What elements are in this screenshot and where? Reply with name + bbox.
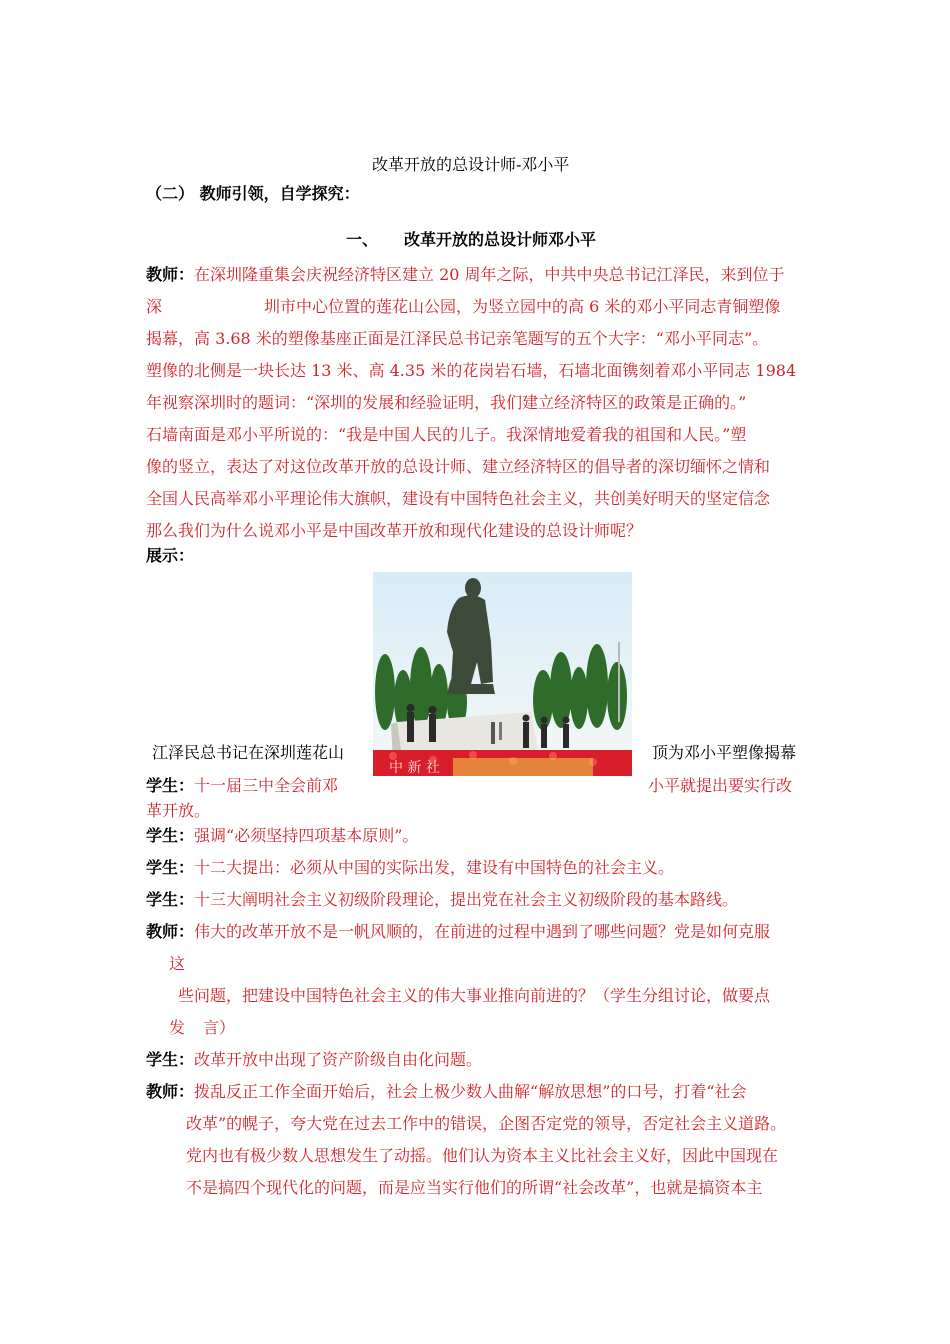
text: 拨乱反正工作全面开始后，社会上极少数人曲解“解放思想”的口号，打着“社会 bbox=[194, 1082, 747, 1101]
statue-photo-image bbox=[373, 572, 632, 776]
statue-photo bbox=[373, 572, 632, 776]
student-label: 学生： bbox=[146, 826, 195, 845]
student-line-5 bbox=[146, 1050, 482, 1070]
student-label: 学生： bbox=[146, 1050, 195, 1069]
teacher-line-3 bbox=[146, 1082, 747, 1102]
intro-line-8: 全国人民高举邓小平理论伟大旗帜，建设有中国特色社会主义，共创美好明天的坚定信念 bbox=[146, 489, 771, 508]
show-label: 展示： bbox=[146, 546, 195, 565]
intro-line-3: 揭幕，高 3.68 米的塑像基座正面是江泽民总书记亲笔题写的五个大字：“邓小平同志”。 bbox=[146, 329, 769, 348]
text: 伟大的改革开放不是一帆风顺的，在前进的过程中遇到了哪些问题？党是如何克服 bbox=[194, 922, 771, 941]
teacher3-line-2: 改革”的幌子，夸大党在过去工作中的错误，企图否定党的领导，否定社会主义道路。 bbox=[186, 1114, 787, 1133]
caption-right: 顶为邓小平塑像揭幕 bbox=[652, 743, 797, 762]
intro-line-6: 石墙南面是邓小平所说的：“我是中国人民的儿子。我深情地爱着我的祖国和人民。”塑 bbox=[146, 425, 747, 444]
text: 强调“必须坚持四项基本原则”。 bbox=[194, 826, 419, 845]
student-label: 学生： bbox=[146, 890, 195, 909]
intro-line-2b: 圳市中心位置的莲花山公园，为竖立园中的高 6 米的邓小平同志青铜塑像 bbox=[264, 297, 781, 316]
student-label: 学生： bbox=[146, 858, 195, 877]
student-line-1-cont: 革开放。 bbox=[146, 801, 211, 820]
section-title: 改革开放的总设计师邓小平 bbox=[404, 230, 597, 249]
student-line-2 bbox=[146, 826, 418, 846]
text: 十三大阐明社会主义初级阶段理论，提出党在社会主义初级阶段的基本路线。 bbox=[194, 890, 739, 909]
document-title: 改革开放的总设计师-邓小平 bbox=[372, 155, 570, 174]
teacher2-line-4a: 发 bbox=[169, 1018, 186, 1037]
text: 十一届三中全会前邓 bbox=[194, 776, 339, 795]
teacher3-line-4: 不是搞四个现代化的问题，而是应当实行他们的所谓“社会改革”，也就是搞资本主 bbox=[186, 1178, 763, 1197]
teacher2-line-4b: 言） bbox=[203, 1018, 236, 1037]
intro-line-2a: 深 bbox=[146, 297, 163, 316]
intro-line-9: 那么我们为什么说邓小平是中国改革开放和现代化建设的总设计师呢？ bbox=[146, 521, 643, 540]
teacher2-line-3: 些问题，把建设中国特色社会主义的伟大事业推向前进的？（学生分组讨论，做要点 bbox=[178, 986, 771, 1005]
caption-left: 江泽民总书记在深圳莲花山 bbox=[152, 743, 345, 762]
student-line-1-right: 小平就提出要实行改 bbox=[648, 776, 793, 795]
intro-line-5: 年视察深圳时的题词：“深圳的发展和经验证明，我们建立经济特区的政策是正确的。” bbox=[146, 393, 747, 412]
student-label: 学生： bbox=[146, 776, 195, 795]
text: 在深圳隆重集会庆祝经济特区建立 20 周年之际，中共中央总书记江泽民，来到位于 bbox=[194, 265, 785, 284]
teacher-line-1 bbox=[146, 265, 785, 285]
intro-line-7: 像的竖立，表达了对这位改革开放的总设计师、建立经济特区的倡导者的深切缅怀之情和 bbox=[146, 457, 771, 476]
section-number: 一、 bbox=[346, 230, 379, 249]
teacher-label: 教师： bbox=[146, 922, 195, 941]
student-line-3 bbox=[146, 858, 674, 878]
teacher-label: 教师： bbox=[146, 1082, 195, 1101]
teacher2-line-2: 这 bbox=[169, 954, 186, 973]
intro-line-4: 塑像的北侧是一块长达 13 米、高 4.35 米的花岗岩石墙，石墙北面镌刻着邓小平同志 1984 bbox=[146, 361, 797, 380]
text: 改革开放中出现了资产阶级自由化问题。 bbox=[194, 1050, 483, 1069]
teacher-label: 教师： bbox=[146, 265, 195, 284]
student-line-4 bbox=[146, 890, 738, 910]
text: 十二大提出：必须从中国的实际出发，建设有中国特色的社会主义。 bbox=[194, 858, 675, 877]
teacher3-line-3: 党内也有极少数人思想发生了动摇。他们认为资本主义比社会主义好，因此中国现在 bbox=[186, 1146, 779, 1165]
student-line-1 bbox=[146, 776, 338, 796]
subheading: （二） 教师引领，自学探究： bbox=[146, 184, 360, 203]
teacher-line-2 bbox=[146, 922, 770, 942]
photo-watermark: 中 新 社 bbox=[389, 760, 440, 776]
